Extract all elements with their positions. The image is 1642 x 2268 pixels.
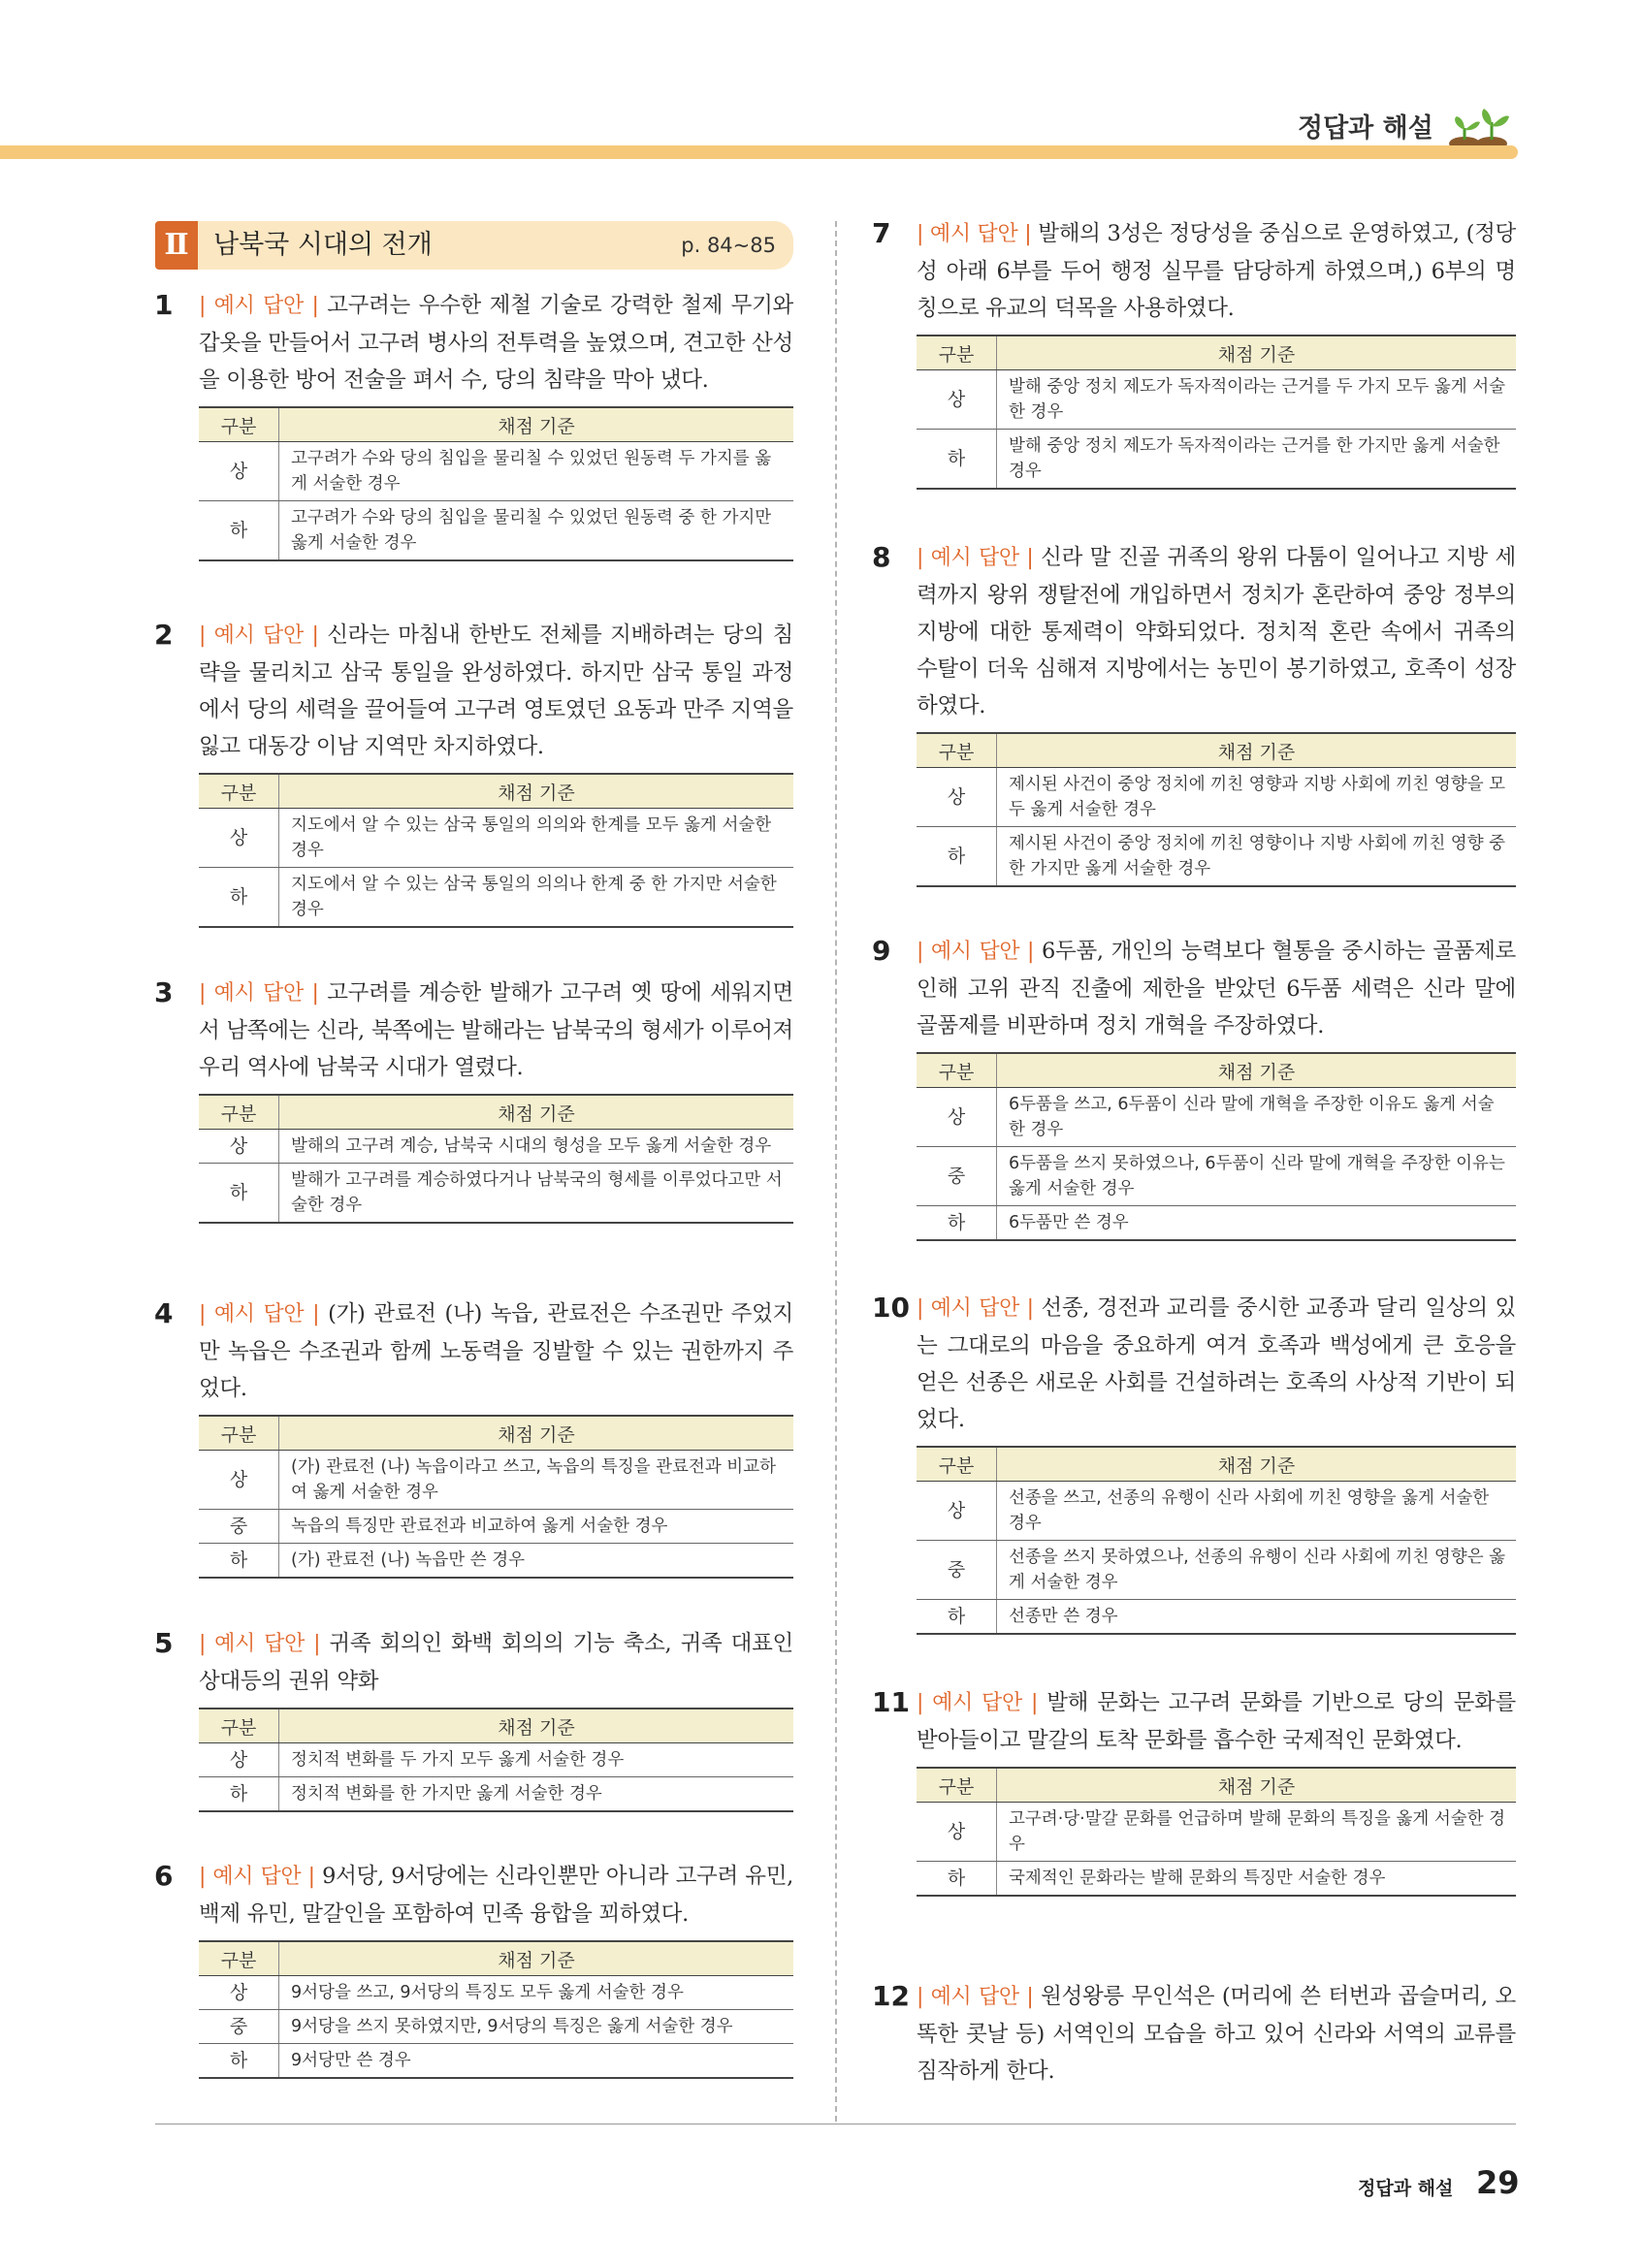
grade-header: 구분 — [917, 1447, 997, 1482]
question-number: 2 — [154, 619, 174, 651]
grade-cell: 하 — [917, 430, 997, 490]
table-row — [199, 809, 793, 868]
criteria-cell: 6두품만 쓴 경우 — [997, 1206, 1517, 1241]
grade-cell: 하 — [199, 1777, 279, 1812]
criteria-cell: 선종만 쓴 경우 — [997, 1600, 1517, 1635]
table-row — [199, 501, 793, 561]
answer-body: 원성왕릉 무인석은 (머리에 쓴 터번과 곱슬머리, 오똑한 콧날 등) 서역인의 모습을 하고 있어 신라와 서역의 교류를 짐작하게 한다. — [917, 1984, 1516, 2084]
answer-text — [199, 1625, 793, 1700]
table-row — [199, 1743, 793, 1777]
table-row — [917, 1206, 1516, 1241]
grade-header: 구분 — [199, 1709, 279, 1743]
grade-header: 구분 — [917, 1768, 997, 1803]
answer-item — [154, 1295, 793, 1579]
header-bar — [0, 145, 1518, 159]
table-row — [917, 827, 1516, 887]
answer-item — [154, 287, 793, 561]
criteria-header: 채점 기준 — [279, 407, 794, 442]
criteria-cell: 녹읍의 특징만 관료전과 비교하여 옳게 서술한 경우 — [279, 1510, 794, 1544]
table-row — [199, 868, 793, 928]
criteria-cell: 9서당을 쓰고, 9서당의 특징도 모두 옳게 서술한 경우 — [279, 1976, 794, 2010]
answer-body: 신라 말 진골 귀족의 왕위 다툼이 일어나고 지방 세력까지 왕위 쟁탈전에 개입하면서 정치가 혼란하여 중앙 정부의 지방에 대한 통제력이 약화되었다. 정치적 혼란 속에서 귀족의 수탈이 더욱 심해져 지방에서는 농민이 봉기하였고, 호족이 성장하였다. — [917, 545, 1516, 719]
criteria-cell: 발해 중앙 정치 제도가 독자적이라는 근거를 두 가지 모두 옳게 서술한 경우 — [997, 370, 1517, 430]
criteria-cell: 발해가 고구려를 계승하였다거나 남북국의 형세를 이루었다고만 서술한 경우 — [279, 1164, 794, 1224]
table-row — [917, 1541, 1516, 1600]
example-answer-tag: | 예시 답안 | — [199, 294, 319, 318]
grade-header: 구분 — [917, 335, 997, 370]
answer-text — [199, 617, 793, 765]
criteria-cell: (가) 관료전 (나) 녹읍이라고 쓰고, 녹읍의 특징을 관료전과 비교하여 옳게 서술한 경우 — [279, 1451, 794, 1510]
grade-cell: 하 — [917, 827, 997, 887]
criteria-header: 채점 기준 — [997, 1768, 1517, 1803]
table-row — [199, 1451, 793, 1510]
table-row — [199, 1510, 793, 1544]
criteria-cell: 9서당을 쓰지 못하였지만, 9서당의 특징은 옳게 서술한 경우 — [279, 2010, 794, 2044]
grade-header: 구분 — [199, 407, 279, 442]
criteria-cell: (가) 관료전 (나) 녹읍만 쓴 경우 — [279, 1544, 794, 1579]
criteria-header: 채점 기준 — [279, 774, 794, 809]
grade-cell: 상 — [917, 1088, 997, 1147]
answer-body: 6두품, 개인의 능력보다 혈통을 중시하는 골품제로 인해 고위 관직 진출에 제한을 받았던 6두품 세력은 신라 말에 골품제를 비판하며 정치 개혁을 주장하였다. — [917, 939, 1516, 1038]
grade-cell: 하 — [199, 501, 279, 561]
grade-cell: 상 — [199, 1743, 279, 1777]
example-answer-tag: | 예시 답안 | — [199, 623, 319, 648]
grade-cell: 상 — [917, 1803, 997, 1862]
answer-body: 발해의 3성은 정당성을 중심으로 운영하였고, (정당성 아래 6부를 두어 행정 실무를 담당하게 하였으며,) 6부의 명칭으로 유교의 덕목을 사용하였다. — [917, 221, 1516, 321]
criteria-header: 채점 기준 — [279, 1709, 794, 1743]
answer-item — [872, 1978, 1516, 2090]
example-answer-tag: | 예시 답안 | — [917, 222, 1032, 246]
criteria-header: 채점 기준 — [279, 1416, 794, 1451]
answer-text — [917, 215, 1516, 327]
table-row — [917, 1088, 1516, 1147]
grade-cell: 상 — [199, 1130, 279, 1164]
question-number: 7 — [872, 217, 891, 249]
criteria-header: 채점 기준 — [997, 1447, 1517, 1482]
criteria-cell: 고구려가 수와 당의 침입을 물리칠 수 있었던 원동력 중 한 가지만 옳게 서술한 경우 — [279, 501, 794, 561]
answer-item — [154, 617, 793, 928]
scoring-table — [199, 773, 793, 928]
grade-cell: 하 — [199, 868, 279, 928]
grade-header: 구분 — [917, 733, 997, 768]
answer-body: 발해 문화는 고구려 문화를 기반으로 당의 문화를 받아들이고 말갈의 토착 문화를 흡수한 국제적인 문화였다. — [917, 1690, 1516, 1753]
answer-body: 선종, 경전과 교리를 중시한 교종과 달리 일상의 있는 그대로의 마음을 중요하게 여겨 호족과 백성에게 큰 호응을 얻은 선종은 새로운 사회를 건설하려는 호족의 사상적 기반이 되었다. — [917, 1295, 1516, 1432]
question-number: 10 — [872, 1292, 910, 1324]
criteria-cell: 9서당만 쓴 경우 — [279, 2044, 794, 2079]
example-answer-tag: | 예시 답안 | — [917, 1296, 1034, 1321]
criteria-cell: 6두품을 쓰지 못하였으나, 6두품이 신라 말에 개혁을 주장한 이유는 옳게 서술한 경우 — [997, 1147, 1517, 1206]
answer-text — [199, 974, 793, 1086]
question-number: 1 — [154, 289, 174, 321]
table-row — [917, 370, 1516, 430]
criteria-cell: 고구려가 수와 당의 침입을 물리칠 수 있었던 원동력 두 가지를 옳게 서술한 경우 — [279, 442, 794, 501]
grade-cell: 하 — [199, 2044, 279, 2079]
question-number: 3 — [154, 976, 174, 1008]
table-row — [917, 1147, 1516, 1206]
grade-cell: 하 — [199, 1164, 279, 1224]
answer-text — [917, 539, 1516, 724]
grade-cell: 중 — [917, 1147, 997, 1206]
criteria-cell: 정치적 변화를 한 가지만 옳게 서술한 경우 — [279, 1777, 794, 1812]
chapter-heading — [155, 221, 793, 270]
answer-body: 고구려를 계승한 발해가 고구려 옛 땅에 세워지면서 남쪽에는 신라, 북쪽에는 발해라는 남북국의 형세가 이루어져 우리 역사에 남북국 시대가 열렸다. — [199, 980, 793, 1080]
grade-cell: 하 — [199, 1544, 279, 1579]
table-row — [917, 768, 1516, 827]
example-answer-tag: | 예시 답안 | — [917, 1691, 1039, 1715]
grade-cell: 상 — [917, 1482, 997, 1541]
criteria-cell: 선종을 쓰고, 선종의 유행이 신라 사회에 끼친 영향을 옳게 서술한 경우 — [997, 1482, 1517, 1541]
table-row — [199, 2044, 793, 2079]
grade-header: 구분 — [917, 1053, 997, 1088]
grade-cell: 상 — [199, 809, 279, 868]
answer-body: (가) 관료전 (나) 녹읍, 관료전은 수조권만 주었지만 녹읍은 수조권과 함께 노동력을 징발할 수 있는 권한까지 주었다. — [199, 1301, 793, 1401]
criteria-cell: 발해의 고구려 계승, 남북국 시대의 형성을 모두 옳게 서술한 경우 — [279, 1130, 794, 1164]
example-answer-tag: | 예시 답안 | — [199, 1632, 321, 1656]
page-number: 29 — [1476, 2164, 1520, 2201]
scoring-table — [199, 406, 793, 561]
scoring-table — [917, 1446, 1516, 1635]
grade-cell: 중 — [199, 2010, 279, 2044]
answer-item — [872, 1290, 1516, 1635]
grade-cell: 하 — [917, 1600, 997, 1635]
scoring-table — [917, 1767, 1516, 1897]
table-row — [199, 1777, 793, 1812]
answer-item — [872, 215, 1516, 490]
column-divider — [835, 221, 837, 2122]
example-answer-tag: | 예시 답안 | — [199, 1865, 315, 1889]
header-title: 정답과 해설 — [1298, 113, 1433, 144]
scoring-table — [199, 1094, 793, 1224]
answer-text — [917, 933, 1516, 1044]
answer-item — [154, 974, 793, 1224]
criteria-header: 채점 기준 — [997, 733, 1517, 768]
footer-label: 정답과 해설 — [1358, 2178, 1454, 2199]
sprout-icon — [1443, 101, 1511, 151]
criteria-cell: 고구려·당·말갈 문화를 언급하며 발해 문화의 특징을 옳게 서술한 경우 — [997, 1803, 1517, 1862]
example-answer-tag: | 예시 답안 | — [199, 981, 319, 1006]
criteria-cell: 발해 중앙 정치 제도가 독자적이라는 근거를 한 가지만 옳게 서술한 경우 — [997, 430, 1517, 490]
grade-cell: 상 — [199, 442, 279, 501]
example-answer-tag: | 예시 답안 | — [917, 546, 1034, 570]
question-number: 8 — [872, 541, 891, 573]
grade-cell: 상 — [199, 1451, 279, 1510]
scoring-table — [199, 1415, 793, 1579]
example-answer-tag: | 예시 답안 | — [199, 1302, 320, 1326]
answer-text — [199, 1295, 793, 1407]
criteria-cell: 정치적 변화를 두 가지 모두 옳게 서술한 경우 — [279, 1743, 794, 1777]
table-row — [199, 2010, 793, 2044]
grade-cell: 하 — [917, 1206, 997, 1241]
criteria-header: 채점 기준 — [279, 1095, 794, 1130]
example-answer-tag: | 예시 답안 | — [917, 1985, 1034, 2009]
criteria-cell: 6두품을 쓰고, 6두품이 신라 말에 개혁을 주장한 이유도 옳게 서술한 경우 — [997, 1088, 1517, 1147]
scoring-table — [917, 732, 1516, 887]
criteria-cell: 제시된 사건이 중앙 정치에 끼친 영향과 지방 사회에 끼친 영향을 모두 옳게 서술한 경우 — [997, 768, 1517, 827]
table-row — [917, 1803, 1516, 1862]
answer-text — [917, 1290, 1516, 1438]
scoring-table — [917, 1052, 1516, 1241]
answer-body: 귀족 회의인 화백 회의의 기능 축소, 귀족 대표인 상대등의 권위 약화 — [199, 1631, 793, 1694]
answer-text — [199, 287, 793, 399]
grade-header: 구분 — [199, 1095, 279, 1130]
scoring-table — [199, 1708, 793, 1812]
answer-text — [917, 1978, 1516, 2090]
answer-item — [872, 1684, 1516, 1897]
criteria-cell: 지도에서 알 수 있는 삼국 통일의 의의나 한계 중 한 가지만 서술한 경우 — [279, 868, 794, 928]
answer-text — [917, 1684, 1516, 1759]
criteria-cell: 선종을 쓰지 못하였으나, 선종의 유행이 신라 사회에 끼친 영향은 옳게 서술한 경우 — [997, 1541, 1517, 1600]
question-number: 11 — [872, 1686, 910, 1718]
criteria-header: 채점 기준 — [279, 1941, 794, 1976]
chapter-pages: p. 84~85 — [681, 234, 776, 257]
example-answer-tag: | 예시 답안 | — [917, 940, 1035, 964]
grade-header: 구분 — [199, 774, 279, 809]
chapter-title: 남북국 시대의 전개 — [213, 230, 433, 260]
grade-header: 구분 — [199, 1416, 279, 1451]
table-row — [917, 1862, 1516, 1897]
criteria-header: 채점 기준 — [997, 335, 1517, 370]
question-number: 5 — [154, 1627, 174, 1659]
question-number: 9 — [872, 935, 891, 967]
scoring-table — [917, 335, 1516, 490]
question-number: 12 — [872, 1980, 910, 2012]
grade-header: 구분 — [199, 1941, 279, 1976]
scoring-table — [199, 1940, 793, 2079]
table-row — [199, 1130, 793, 1164]
grade-cell: 상 — [199, 1976, 279, 2010]
table-row — [917, 430, 1516, 490]
table-row — [917, 1600, 1516, 1635]
answer-item — [872, 933, 1516, 1241]
table-row — [199, 1976, 793, 2010]
answer-body: 9서당, 9서당에는 신라인뿐만 아니라 고구려 유민, 백제 유민, 말갈인을 포함하여 민족 융합을 꾀하였다. — [199, 1864, 793, 1927]
answer-item — [154, 1858, 793, 2079]
answer-body: 신라는 마침내 한반도 전체를 지배하려는 당의 침략을 물리치고 삼국 통일을 완성하였다. 하지만 삼국 통일 과정에서 당의 세력을 끌어들여 고구려 영토였던 요동과 만주 지역을 잃고 대동강 이남 지역만 차지하였다. — [199, 623, 793, 759]
grade-cell: 중 — [917, 1541, 997, 1600]
criteria-cell: 지도에서 알 수 있는 삼국 통일의 의의와 한계를 모두 옳게 서술한 경우 — [279, 809, 794, 868]
table-row — [917, 1482, 1516, 1541]
table-row — [199, 1544, 793, 1579]
chapter-number: Ⅱ — [155, 221, 198, 270]
answer-text — [199, 1858, 793, 1933]
answer-item — [154, 1625, 793, 1812]
question-number: 4 — [154, 1297, 174, 1329]
answer-item — [872, 539, 1516, 887]
criteria-header: 채점 기준 — [997, 1053, 1517, 1088]
grade-cell: 하 — [917, 1862, 997, 1897]
table-row — [199, 442, 793, 501]
grade-cell: 중 — [199, 1510, 279, 1544]
table-row — [199, 1164, 793, 1224]
question-number: 6 — [154, 1860, 174, 1892]
grade-cell: 상 — [917, 768, 997, 827]
answer-body: 고구려는 우수한 제철 기술로 강력한 철제 무기와 갑옷을 만들어서 고구려 병사의 전투력을 높였으며, 견고한 산성을 이용한 방어 전술을 펴서 수, 당의 침략을 막아 냈다. — [199, 293, 793, 393]
grade-cell: 상 — [917, 370, 997, 430]
criteria-cell: 제시된 사건이 중앙 정치에 끼친 영향이나 지방 사회에 끼친 영향 중 한 가지만 옳게 서술한 경우 — [997, 827, 1517, 887]
criteria-cell: 국제적인 문화라는 발해 문화의 특징만 서술한 경우 — [997, 1862, 1517, 1897]
